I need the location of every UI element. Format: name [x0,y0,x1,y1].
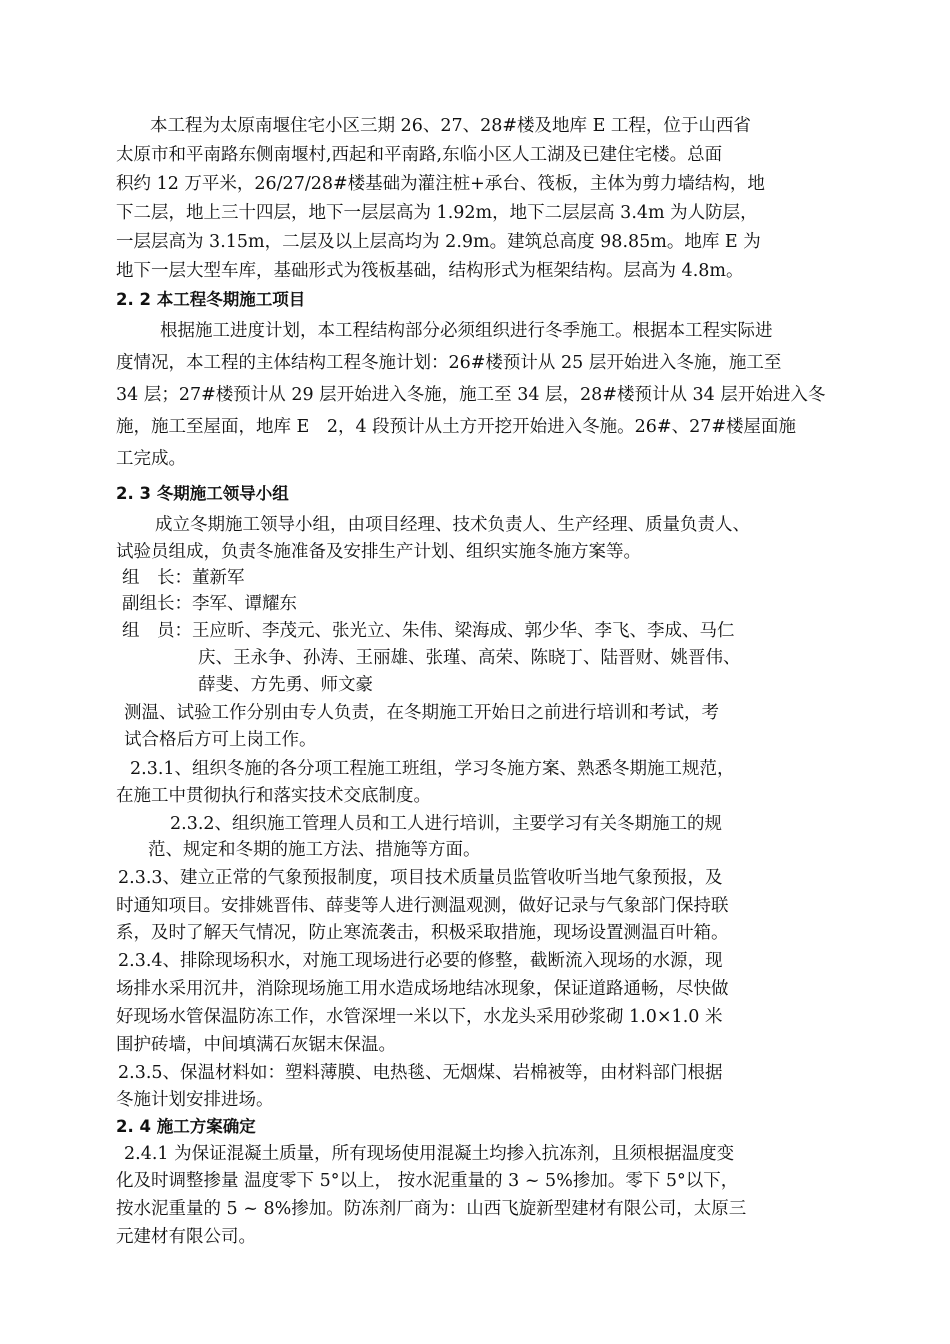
intro-line-2: 太原市和平南路东侧南堰村,西起和平南路,东临小区人工湖及已建住宅楼。总面 [116,145,723,165]
s22-line-2: 度情况，本工程的主体结构工程冬施计划：26#楼预计从 25 层开始进入冬施，施工至 [116,353,782,373]
s234-line-1: 2.3.4、排除现场积水，对施工现场进行必要的修整，截断流入现场的水源，现 [118,951,723,971]
team-members-2: 庆、王永争、孙涛、王丽雄、张瑾、高荣、陈晓丁、陆晋财、姚晋伟、 [198,648,741,668]
intro-line-6: 地下一层大型车库，基础形式为筏板基础，结构形式为框架结构。层高为 4.8m。 [116,261,744,281]
s24-line-3: 按水泥重量的 5 ~ 8%掺加。防冻剂厂商为：山西飞旋新型建材有限公司，太原三 [116,1199,747,1219]
intro-line-1: 本工程为太原南堰住宅小区三期 26、27、28#楼及地库 E 工程，位于山西省 [150,116,751,136]
team-deputy: 副组长：李军、谭耀东 [122,594,297,614]
s23-line-2: 试验员组成，负责冬施准备及安排生产计划、组织实施冬施方案等。 [116,542,641,562]
s24-line-4: 元建材有限公司。 [116,1227,256,1247]
s235-line-1: 2.3.5、保温材料如：塑料薄膜、电热毯、无烟煤、岩棉被等，由材料部门根据 [118,1063,723,1083]
section-heading-2-4: 2. 4 施工方案确定 [116,1117,256,1136]
s232-line-2: 范、规定和冬期的施工方法、措施等方面。 [148,840,481,860]
team-members-3: 薛斐、方先勇、师文豪 [198,675,373,695]
s234-line-3: 好现场水管保温防冻工作，水管深埋一米以下，水龙头采用砂浆砌 1.0×1.0 米 [116,1007,723,1027]
s22-line-4: 施，施工至屋面，地库 E 2，4 段预计从土方开挖开始进入冬施。26#、27#楼屋面施 [116,417,797,437]
s233-line-1: 2.3.3、建立正常的气象预报制度，项目技术质量员监管收听当地气象预报，及 [118,868,723,888]
intro-line-4: 下二层，地上三十四层，地下一层层高为 1.92m，地下二层层高 3.4m 为人防层， [116,203,758,223]
s23-line-1: 成立冬期施工领导小组，由项目经理、技术负责人、生产经理、质量负责人、 [155,515,750,535]
s235-line-2: 冬施计划安排进场。 [116,1090,274,1110]
section-heading-2-2: 2. 2 本工程冬期施工项目 [116,290,306,309]
s22-line-1: 根据施工进度计划，本工程结构部分必须组织进行冬季施工。根据本工程实际进 [160,321,773,341]
s231-line-1: 2.3.1、组织冬施的各分项工程施工班组，学习冬施方案、熟悉冬期施工规范， [130,759,735,779]
intro-line-3: 积约 12 万平米，26/27/28#楼基础为灌注桩+承台、筏板，主体为剪力墙结构，地 [116,174,765,194]
intro-line-5: 一层层高为 3.15m，二层及以上层高均为 2.9m。建筑总高度 98.85m。地库 E 为 [116,232,761,252]
team-members-1: 组 员：王应昕、李茂元、张光立、朱伟、梁海成、郭少华、李飞、李成、马仁 [122,621,735,641]
s232-line-1: 2.3.2、组织施工管理人员和工人进行培训，主要学习有关冬期施工的规 [170,814,723,834]
s22-line-3: 34 层；27#楼预计从 29 层开始进入冬施，施工至 34 层，28#楼预计从 34 层开始进入冬 [116,385,826,405]
s23-training-2: 试合格后方可上岗工作。 [124,730,317,750]
s23-training-1: 测温、试验工作分别由专人负责，在冬期施工开始日之前进行培训和考试，考 [124,703,719,723]
s233-line-3: 系，及时了解天气情况，防止寒流袭击，积极采取措施，现场设置测温百叶箱。 [116,923,729,943]
s234-line-2: 场排水采用沉井，消除现场施工用水造成场地结冰现象，保证道路通畅，尽快做 [116,979,729,999]
section-heading-2-3: 2. 3 冬期施工领导小组 [116,484,289,503]
s233-line-2: 时通知项目。安排姚晋伟、薛斐等人进行测温观测，做好记录与气象部门保持联 [116,896,729,916]
team-leader: 组 长：董新军 [122,568,245,588]
s22-line-5: 工完成。 [116,449,186,469]
s234-line-4: 围护砖墙，中间填满石灰锯末保温。 [116,1035,396,1055]
s24-line-1: 2.4.1 为保证混凝土质量，所有现场使用混凝土均掺入抗冻剂，且须根据温度变 [124,1144,735,1164]
s231-line-2: 在施工中贯彻执行和落实技术交底制度。 [116,786,431,806]
s24-line-2: 化及时调整掺量 温度零下 5°以上， 按水泥重量的 3 ~ 5%掺加。零下 5°以下， [116,1171,739,1191]
